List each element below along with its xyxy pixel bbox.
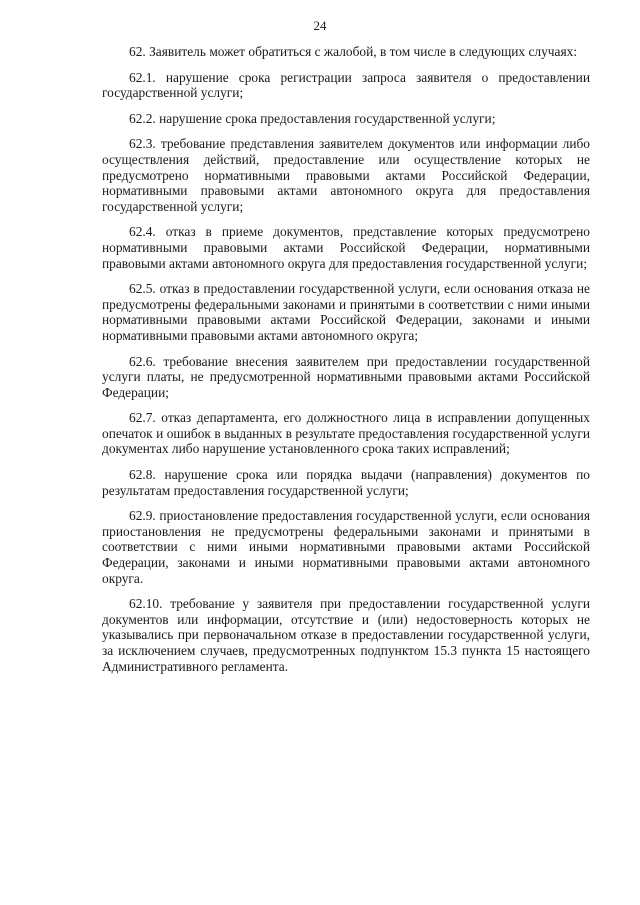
paragraph-62-7: 62.7. отказ департамента, его должностного лица в исправлении допущенных опечаток и ошибок в выданных в результате предоставления государственной услуги документах либо нарушение установленного срока таких исправлений;: [102, 410, 590, 457]
paragraph-62-6: 62.6. требование внесения заявителем при предоставлении государственной услуги платы, не предусмотренной нормативными правовыми актами Российской Федерации;: [102, 353, 590, 400]
document-body: [102, 44, 590, 684]
paragraph-62-2: 62.2. нарушение срока предоставления государственной услуги;: [129, 110, 496, 126]
paragraph-62-4: 62.4. отказ в приеме документов, представление которых предусмотрено нормативными правовыми актами Российской Федерации, нормативными правовыми актами автономного округа для предоставления государственной услуги;: [102, 224, 590, 271]
paragraph-62: 62. Заявитель может обратиться с жалобой, в том числе в следующих случаях:: [129, 44, 578, 59]
paragraph-62-1: 62.1. нарушение срока регистрации запроса заявителя о предоставлении государственной услуги;: [102, 69, 590, 101]
paragraph-62-5: 62.5. отказ в предоставлении государственной услуги, если основания отказа не предусмотрены федеральными законами и принятыми в соответствии с ними иными нормативными правовыми актами Российской Федерации, законами и иными нормативными правовыми актами автономного округа;: [102, 281, 590, 343]
page-number: 24: [313, 18, 327, 33]
paragraph-62-10: 62.10. требование у заявителя при предоставлении государственной услуги документов или информации, отсутствие и (или) недостоверность которых не указывались при первоначальном отказе в предоставлении государственной услуги, за исключением случаев, предусмотренных подпунктом 15.3 пункта 15 настоящего Административного регламента.: [102, 596, 590, 674]
paragraph-62-3: 62.3. требование представления заявителем документов или информации либо осуществления действий, предоставление или осуществление которых не предусмотрено нормативными правовыми актами Российской Федерации, нормативными правовыми актами автономного округа для предоставления государственной услуги;: [102, 136, 590, 214]
paragraph-62-8: 62.8. нарушение срока или порядка выдачи (направления) документов по результатам предоставления государственной услуги;: [102, 467, 590, 498]
paragraph-62-9: 62.9. приостановление предоставления государственной услуги, если основания приостановления не предусмотрены федеральными законами и принятыми в соответствии с ними иными нормативными правовыми актами Российской Федерации, законами и иными нормативными правовыми актами автономного округа.: [102, 508, 590, 586]
